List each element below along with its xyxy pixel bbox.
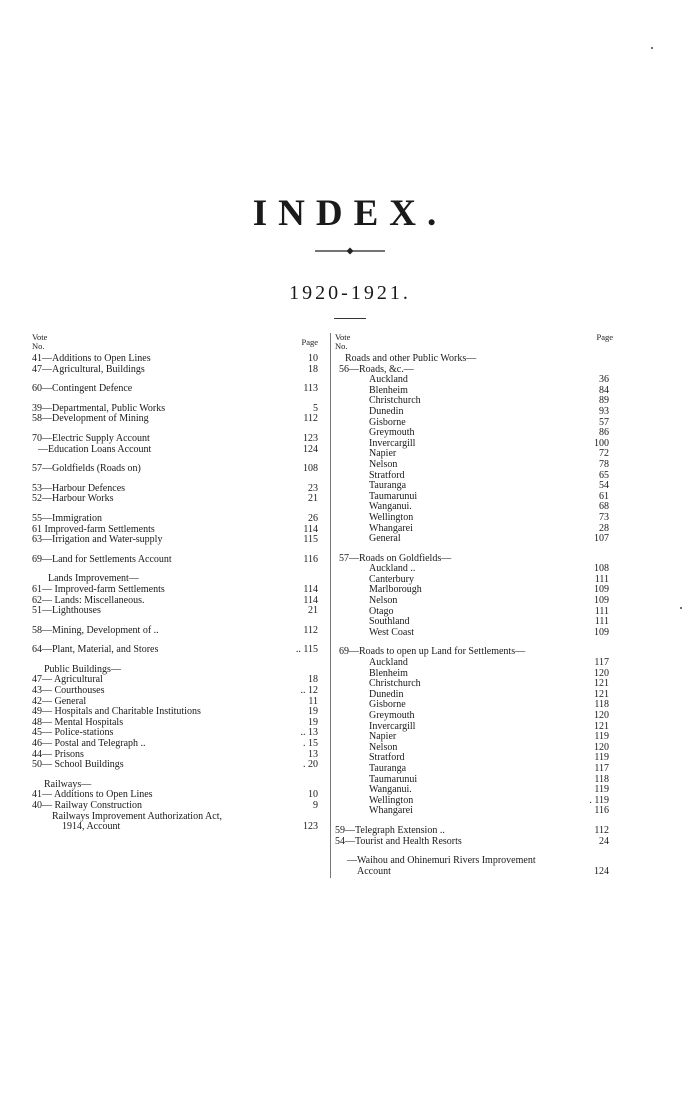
entry-page-number: 124 [594,865,609,877]
entry-page-number: 120 [594,741,609,753]
entry-label: 59—Telegraph Extension .. [335,824,445,836]
index-entry [335,806,613,817]
entry-page-number: 121 [594,688,609,700]
entry-page-number: 118 [594,773,609,785]
entry-page-number: . 20 [303,759,318,771]
index-entry [32,445,322,456]
entry-label: Auckland [369,657,408,669]
entry-label: 56—Roads, &c.— [339,363,414,375]
entry-label: 46— Postal and Telegraph .. [32,738,146,750]
entry-page-number: 113 [303,383,318,395]
entry-page-number: 73 [599,511,609,523]
entry-label: Tauranga [369,480,407,492]
entry-label: 43— Courthouses [32,685,105,697]
entry-page-number: 114 [303,594,318,606]
entry-page-number: 10 [308,353,318,364]
entry-page-number: 112 [303,624,318,636]
entry-label: Gisborne [369,416,406,428]
entry-label: 61 Improved-farm Settlements [32,523,155,535]
entry-label: 41— Additions to Open Lines [32,789,153,801]
entry-page-number: 120 [594,710,609,721]
page-header: Page [596,332,613,342]
entry-label: 55—Immigration [32,512,102,524]
entry-label: Dunedin [369,688,404,700]
entry-page-number: 109 [594,595,609,607]
entry-page-number: 112 [594,824,609,836]
entry-page-number: 19 [308,716,318,728]
entry-label: Greymouth [369,710,415,721]
entry-label: 42— General [32,695,87,707]
index-entry [335,711,613,722]
entry-page-number: 23 [308,482,318,494]
entry-label: Taumarunui [369,773,418,785]
entry-label: —Education Loans Account [38,443,152,455]
entry-label: 45— Police-stations [32,727,114,739]
entry-label: 47— Agricultural [32,674,103,686]
entry-label: Nelson [369,595,398,607]
column-divider [330,333,331,878]
short-rule [334,318,366,319]
entry-label: 41—Additions to Open Lines [32,353,151,364]
entry-page-number: 21 [308,605,318,617]
entry-page-number: 84 [599,384,609,396]
index-entry [335,764,613,775]
entry-page-number: 109 [594,584,609,596]
speck [680,607,682,609]
entry-label: Gisborne [369,699,406,711]
entry-label: Whangarei [369,522,413,534]
index-entry [335,460,613,471]
index-entry [335,837,613,848]
entry-label: Roads and other Public Works— [345,353,477,364]
entry-label: Nelson [369,741,398,753]
entry-label: 47—Agricultural, Buildings [32,363,145,375]
entry-label: 1914, Account [62,821,121,833]
entry-label: Christchurch [369,678,421,690]
vote-no-header: Vote No. [335,332,351,351]
entry-page-number: 119 [594,731,609,743]
entry-page-number: 26 [308,512,318,524]
entry-label: Canterbury [369,573,414,585]
entry-page-number: 115 [303,534,318,546]
entry-label: 62— Lands: Miscellaneous. [32,594,145,606]
entry-label: 49— Hospitals and Charitable Institutions [32,706,201,718]
entry-label: Blenheim [369,667,408,679]
entry-label: Railways— [44,778,92,790]
page-year: 1920-1921. [289,282,411,304]
entry-page-number: .. 13 [300,727,318,739]
left-column [32,333,322,833]
page-header: Page [301,337,318,347]
right-column-header [335,333,613,354]
index-entry [335,628,613,639]
entry-label: Public Buildings— [44,663,121,675]
entry-page-number: 111 [594,605,609,617]
entry-label: 69—Land for Settlements Account [32,553,172,565]
entry-page-number: 100 [594,437,609,449]
entry-label: 51—Lighthouses [32,605,101,617]
entry-label: 39—Departmental, Public Works [32,402,166,414]
entry-page-number: 111 [594,616,609,628]
entry-label: Blenheim [369,384,408,396]
entry-label: Wanganui. [369,784,412,796]
entry-label: Nelson [369,458,398,470]
index-entry [32,555,322,566]
entry-label: Invercargill [369,437,416,449]
entry-page-number: 119 [594,784,609,796]
entry-label: 54—Tourist and Health Resorts [335,835,462,847]
entry-page-number: 36 [599,374,609,386]
entry-label: Whangarei [369,805,413,817]
entry-page-number: 61 [599,490,609,502]
entry-page-number: 24 [599,835,609,847]
entry-page-number: 18 [308,363,318,375]
entry-label: Wellington [369,511,414,523]
entry-label: General [369,533,401,545]
entry-page-number: 114 [303,583,318,595]
entry-page-number: 86 [599,427,609,439]
entry-page-number: 117 [594,657,609,669]
entry-page-number: 54 [599,480,609,492]
index-entry [32,760,322,771]
entry-label: Napier [369,448,397,460]
index-entry [32,645,322,656]
entry-label: Account [357,865,391,877]
ornament-rule-icon [315,246,385,256]
entry-page-number: 19 [308,706,318,718]
entry-label: Marlborough [369,584,422,596]
entry-page-number: 72 [599,448,609,460]
entry-label: Taumarunui [369,490,418,502]
index-entry [32,365,322,376]
entry-page-number: . 119 [589,794,609,806]
speck [651,47,653,49]
index-entry [335,826,613,837]
entry-page-number: 121 [594,678,609,690]
entry-page-number: .. 115 [295,644,318,656]
entry-label: Stratford [369,752,405,764]
entry-label: 63—Irrigation and Water-supply [32,534,163,546]
entry-label: Tauranga [369,762,407,774]
entry-label: 50— School Buildings [32,759,124,771]
entry-label: Wellington [369,794,414,806]
page-title: INDEX. [252,193,448,234]
entry-page-number: .. 12 [300,685,318,697]
index-entry [32,606,322,617]
entry-page-number: 65 [599,469,609,481]
entry-label: Invercargill [369,720,416,732]
entry-label: Greymouth [369,427,415,439]
entry-page-number: 116 [594,805,609,817]
entry-label: 48— Mental Hospitals [32,716,124,728]
entry-label: 57—Roads on Goldfields— [339,552,452,564]
entry-page-number: 118 [594,699,609,711]
index-entry [32,384,322,395]
entry-label: 52—Harbour Works [32,493,114,505]
entry-label: 64—Plant, Material, and Stores [32,644,159,656]
index-entry [32,801,322,812]
index-entry [32,535,322,546]
entry-label: —Waihou and Ohinemuri Rivers Improvement [347,855,536,867]
left-entries [32,354,322,833]
entry-page-number: 9 [313,800,318,811]
entry-page-number: 111 [594,573,609,585]
entry-page-number: 89 [599,395,609,407]
entry-page-number: 108 [594,563,609,575]
index-entry [32,494,322,505]
entry-label: 69—Roads to open up Land for Settlements— [339,646,526,658]
index-entry [335,534,613,545]
entry-label: Christchurch [369,395,421,407]
entry-page-number: 93 [599,405,609,417]
entry-page-number: 21 [308,493,318,505]
entry-label: 58—Development of Mining [32,413,149,425]
index-entry [32,434,322,445]
entry-page-number: 11 [308,695,318,707]
entry-label: Auckland .. [369,563,416,575]
entry-label: 40— Railway Construction [32,800,142,811]
right-entries [335,354,613,877]
entry-label: 44— Prisons [32,748,84,760]
entry-page-number: 119 [594,752,609,764]
entry-page-number: . 15 [303,738,318,750]
entry-page-number: 121 [594,720,609,732]
entry-label: Stratford [369,469,405,481]
entry-page-number: 123 [303,432,318,444]
entry-page-number: 114 [303,523,318,535]
right-column [335,333,613,877]
entry-label: West Coast [369,626,415,638]
entry-page-number: 123 [303,821,318,833]
entry-page-number: 78 [599,458,609,470]
entry-page-number: 108 [303,463,318,475]
entry-page-number: 13 [308,748,318,760]
entry-page-number: 124 [303,443,318,455]
entry-page-number: 28 [599,522,609,534]
index-entry [335,867,613,878]
entry-page-number: 117 [594,762,609,774]
entry-label: Dunedin [369,405,404,417]
entry-page-number: 107 [594,533,609,545]
entry-label: 70—Electric Supply Account [32,432,150,444]
entry-label: 57—Goldfields (Roads on) [32,463,141,475]
entry-label: 53—Harbour Defences [32,482,126,494]
entry-label: 61— Improved-farm Settlements [32,583,165,595]
entry-label: Lands Improvement— [48,573,139,585]
entry-label: 58—Mining, Development of .. [32,624,159,636]
index-entry [32,354,322,365]
entry-label: Southland [369,616,410,628]
entry-page-number: 112 [303,413,318,425]
entry-label: Auckland [369,374,408,386]
entry-label: Otago [369,605,394,617]
index-entry [32,414,322,425]
index-entry [335,354,613,365]
entry-page-number: 57 [599,416,609,428]
left-column-header [32,333,322,354]
entry-page-number: 68 [599,501,609,513]
entry-label: 60—Contingent Defence [32,383,133,395]
entry-page-number: 18 [308,674,318,686]
entry-label: Napier [369,731,397,743]
entry-label: Wanganui. [369,501,412,513]
index-entry [32,464,322,475]
vote-no-header: Vote No. [32,332,48,351]
entry-page-number: 120 [594,667,609,679]
entry-label: Railways Improvement Authorization Act, [52,810,222,822]
index-entry [32,626,322,637]
index-entry [335,407,613,418]
entry-page-number: 10 [308,789,318,801]
index-entry [32,514,322,525]
index-entry [32,585,322,596]
entry-page-number: 5 [313,402,318,414]
entry-page-number: 109 [594,626,609,638]
entry-page-number: 116 [303,553,318,565]
index-entry [32,822,322,833]
index-entry [335,513,613,524]
